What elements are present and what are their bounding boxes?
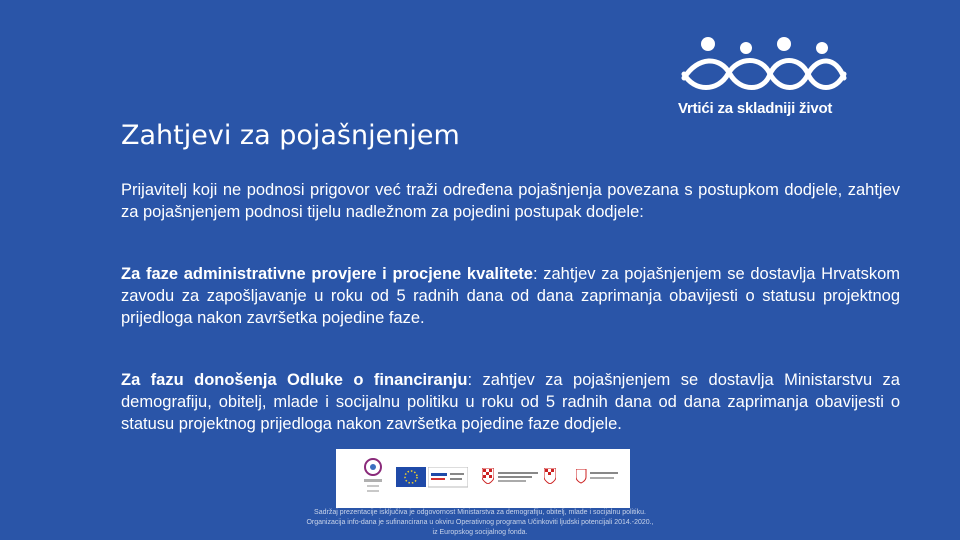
- eu-flag-icon: [396, 467, 426, 489]
- logo-text: Vrtići za skladniji život: [678, 100, 833, 117]
- footer-disclaimer-line: iz Europskog socijalnog fonda.: [432, 529, 528, 536]
- ministry-logo-icon: [498, 469, 538, 485]
- paragraph-financing-decision-bold: Za fazu donošenja Odluke o financiranju: [121, 371, 468, 389]
- paragraph-intro: [121, 179, 900, 223]
- paragraph-intro-text: Prijavitelj koji ne podnosi prigovor već traži određena pojašnjenja povezana s postupkom dodjele, zahtjev za pojašnjenjem podnosi tijelu nadležnom za pojedini postupak dodjele:: [121, 181, 900, 221]
- paragraph-administrative-phase-bold: Za faze administrativne provjere i procjene kvalitete: [121, 265, 533, 283]
- ministry-shield-icon: [544, 468, 556, 484]
- paragraph-financing-decision-text: : zahtjev za pojašnjenjem se dostavlja Ministarstvu za demografiju, obitelj, mlade i socijalnu politiku u roku od 5 radnih dana od dana zaprimanja obavijesti o statusu projektnog prijedloga nakon završetka pojedine faze dodjele.: [121, 371, 900, 433]
- footer-disclaimer: [280, 508, 680, 538]
- four-figures-linked-logo-icon: [680, 34, 848, 98]
- logo: [672, 30, 852, 126]
- agency-logo-icon: [576, 469, 620, 485]
- slide-title: Zahtjevi za pojašnjenjem: [121, 120, 460, 151]
- paragraph-financing-decision: [121, 369, 900, 435]
- esf-logo-icon: [428, 467, 468, 489]
- hzz-logo-icon: [358, 455, 388, 499]
- footer-logos-strip: [336, 449, 630, 508]
- footer-disclaimer-line: Organizacija info-dana je sufinancirana u okviru Operativnog programa Učinkoviti ljudski potencijali 2014.-2020.,: [306, 519, 654, 526]
- footer-disclaimer-line: Sadržaj prezentacije isključiva je odgovornost Ministarstva za demografiju, obitelj, mlade i socijalnu politiku.: [314, 509, 646, 516]
- croatia-coat-icon: [482, 468, 494, 484]
- paragraph-administrative-phase-text: : zahtjev za pojašnjenjem se dostavlja Hrvatskom zavodu za zapošljavanje u roku od 5 radnih dana od dana zaprimanja obavijesti o statusu projektnog prijedloga nakon završetka pojedine faze.: [121, 265, 900, 327]
- paragraph-administrative-phase: [121, 263, 900, 329]
